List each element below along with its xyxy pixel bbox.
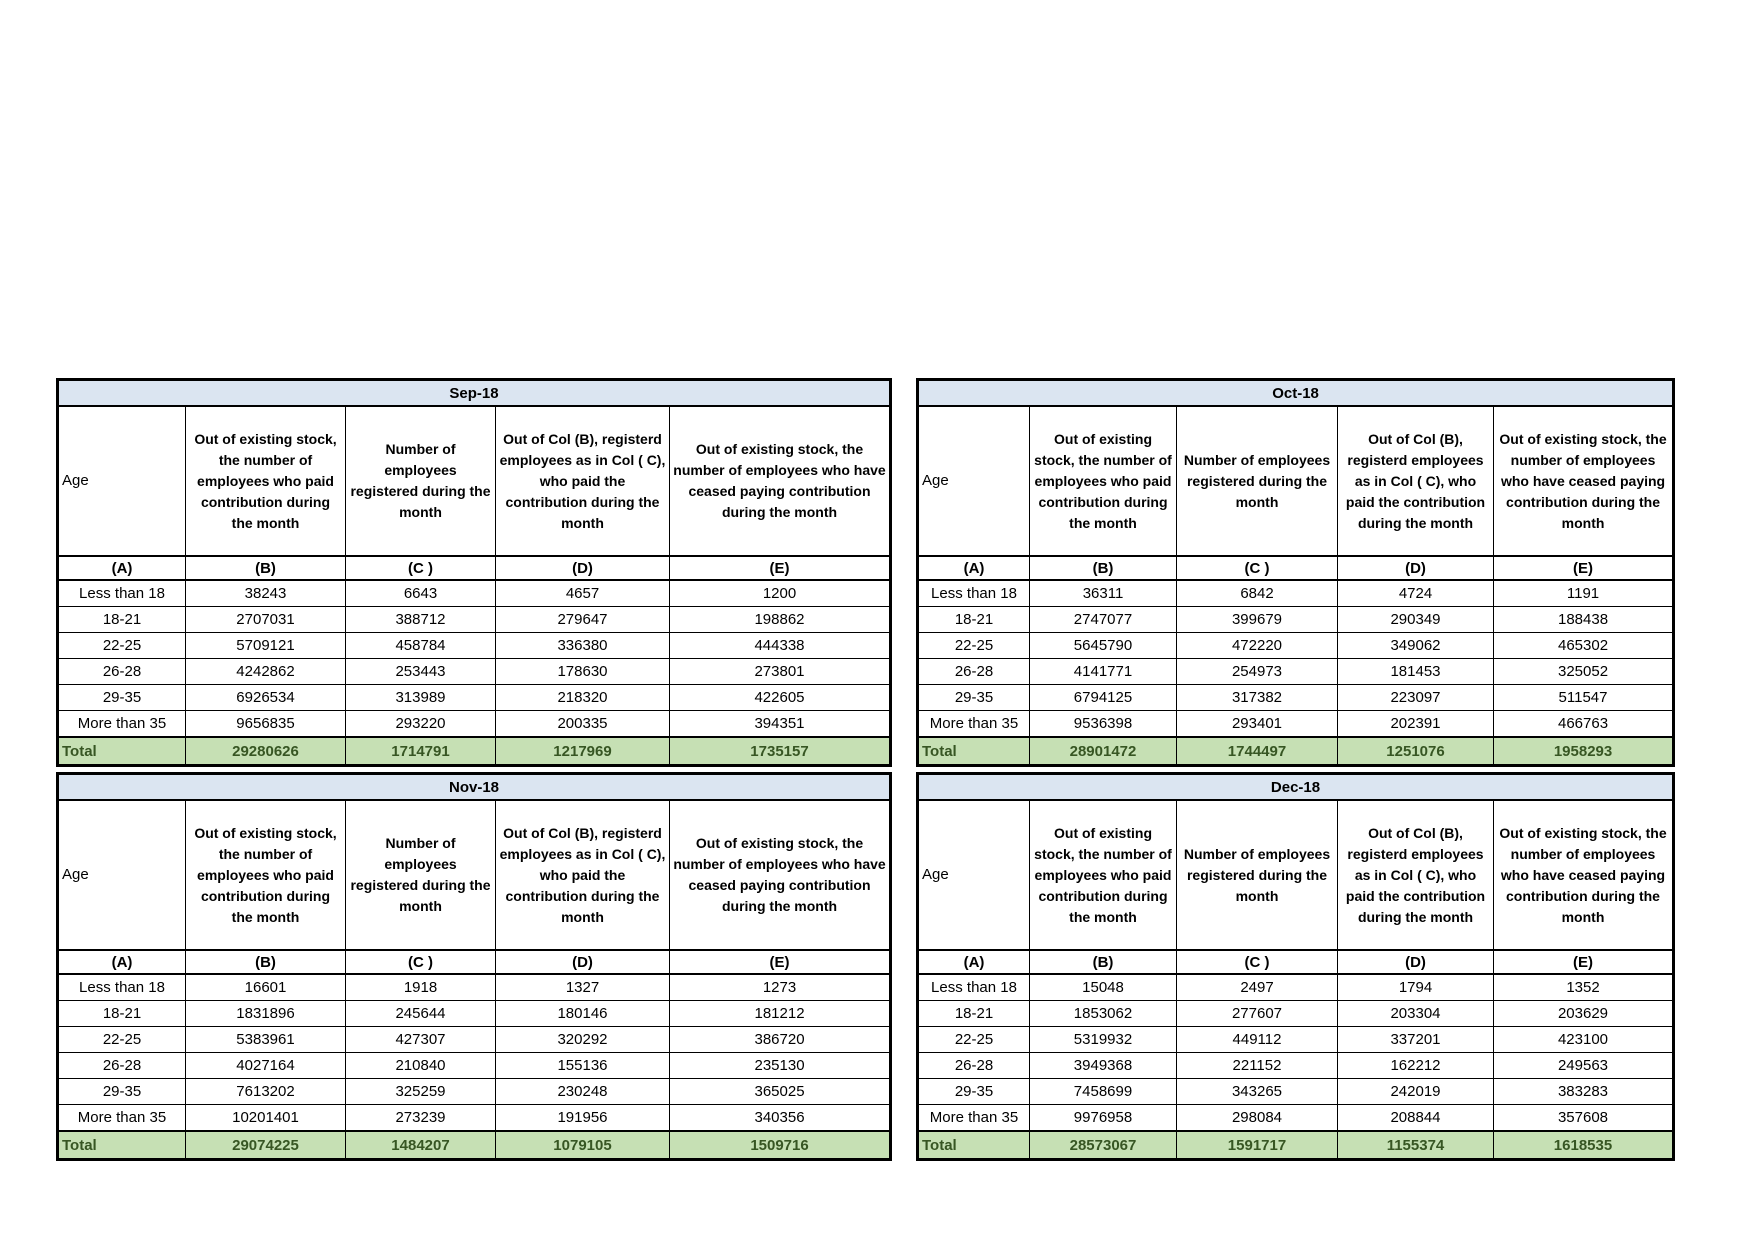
- col-header-b: Out of existing stock, the number of employees who paid contribution during the month: [186, 800, 346, 950]
- total-e: 1735157: [670, 737, 891, 766]
- total-label: Total: [58, 737, 186, 766]
- total-c: 1484207: [346, 1131, 496, 1160]
- table-title: Oct-18: [918, 380, 1674, 407]
- table-row: [918, 580, 1674, 607]
- cell-b: 2707031: [186, 607, 346, 633]
- age-contribution-table: [916, 378, 1675, 767]
- col-header-c: Number of employees registered during the month: [1177, 800, 1338, 950]
- col-letter-c: (C ): [346, 556, 496, 580]
- cell-d: 203304: [1338, 1001, 1494, 1027]
- cell-c: 6643: [346, 580, 496, 607]
- col-header-c: Number of employees registered during the month: [1177, 406, 1338, 556]
- row-label: 26-28: [58, 659, 186, 685]
- cell-b: 5709121: [186, 633, 346, 659]
- cell-e: 511547: [1494, 685, 1674, 711]
- table-title-row: [918, 774, 1674, 801]
- total-c: 1591717: [1177, 1131, 1338, 1160]
- cell-c: 273239: [346, 1105, 496, 1132]
- row-label: 26-28: [918, 1053, 1030, 1079]
- row-label: 26-28: [58, 1053, 186, 1079]
- table-row: [918, 1027, 1674, 1053]
- row-label: More than 35: [58, 711, 186, 738]
- cell-d: 223097: [1338, 685, 1494, 711]
- cell-c: 343265: [1177, 1079, 1338, 1105]
- cell-d: 279647: [496, 607, 670, 633]
- cell-c: 1918: [346, 974, 496, 1001]
- row-label: 29-35: [918, 685, 1030, 711]
- cell-d: 181453: [1338, 659, 1494, 685]
- col-letter-c: (C ): [1177, 950, 1338, 974]
- cell-b: 9536398: [1030, 711, 1177, 738]
- total-e: 1958293: [1494, 737, 1674, 766]
- cell-b: 5319932: [1030, 1027, 1177, 1053]
- cell-c: 253443: [346, 659, 496, 685]
- cell-e: 325052: [1494, 659, 1674, 685]
- table-title-row: [58, 774, 891, 801]
- cell-e: 1352: [1494, 974, 1674, 1001]
- total-e: 1509716: [670, 1131, 891, 1160]
- table-title: Dec-18: [918, 774, 1674, 801]
- cell-d: 191956: [496, 1105, 670, 1132]
- cell-b: 15048: [1030, 974, 1177, 1001]
- cell-c: 277607: [1177, 1001, 1338, 1027]
- cell-b: 9656835: [186, 711, 346, 738]
- cell-b: 36311: [1030, 580, 1177, 607]
- cell-b: 10201401: [186, 1105, 346, 1132]
- cell-c: 388712: [346, 607, 496, 633]
- cell-e: 357608: [1494, 1105, 1674, 1132]
- cell-c: 427307: [346, 1027, 496, 1053]
- cell-b: 7613202: [186, 1079, 346, 1105]
- row-label: 18-21: [58, 607, 186, 633]
- cell-c: 458784: [346, 633, 496, 659]
- col-header-age: Age: [918, 406, 1030, 556]
- cell-b: 4027164: [186, 1053, 346, 1079]
- month-table-oct-18: [916, 378, 1675, 767]
- cell-e: 394351: [670, 711, 891, 738]
- column-header-row: [918, 800, 1674, 950]
- row-label: 26-28: [918, 659, 1030, 685]
- col-header-e: Out of existing stock, the number of employees who have ceased paying contribution during the month: [670, 800, 891, 950]
- total-d: 1079105: [496, 1131, 670, 1160]
- cell-d: 320292: [496, 1027, 670, 1053]
- cell-b: 1831896: [186, 1001, 346, 1027]
- row-label: 22-25: [58, 633, 186, 659]
- col-header-b: Out of existing stock, the number of employees who paid contribution during the month: [1030, 800, 1177, 950]
- col-letter-e: (E): [670, 556, 891, 580]
- col-header-d: Out of Col (B), registerd employees as in Col ( C), who paid the contribution during the month: [496, 800, 670, 950]
- cell-c: 6842: [1177, 580, 1338, 607]
- col-letter-c: (C ): [346, 950, 496, 974]
- cell-e: 340356: [670, 1105, 891, 1132]
- column-letter-row: [58, 556, 891, 580]
- total-b: 29280626: [186, 737, 346, 766]
- table-row: [58, 1027, 891, 1053]
- row-label: More than 35: [918, 711, 1030, 738]
- cell-c: 472220: [1177, 633, 1338, 659]
- cell-d: 230248: [496, 1079, 670, 1105]
- cell-d: 178630: [496, 659, 670, 685]
- cell-d: 208844: [1338, 1105, 1494, 1132]
- col-header-c: Number of employees registered during the month: [346, 406, 496, 556]
- cell-c: 245644: [346, 1001, 496, 1027]
- col-header-b: Out of existing stock, the number of employees who paid contribution during the month: [186, 406, 346, 556]
- row-label: 29-35: [58, 1079, 186, 1105]
- total-b: 28573067: [1030, 1131, 1177, 1160]
- table-title: Sep-18: [58, 380, 891, 407]
- column-letter-row: [58, 950, 891, 974]
- table-row: [58, 659, 891, 685]
- cell-b: 6926534: [186, 685, 346, 711]
- row-label: 22-25: [58, 1027, 186, 1053]
- col-letter-a: (A): [918, 950, 1030, 974]
- col-letter-e: (E): [1494, 556, 1674, 580]
- row-label: 29-35: [918, 1079, 1030, 1105]
- cell-e: 383283: [1494, 1079, 1674, 1105]
- cell-b: 7458699: [1030, 1079, 1177, 1105]
- row-label: Less than 18: [918, 580, 1030, 607]
- cell-d: 200335: [496, 711, 670, 738]
- month-table-sep-18: [56, 378, 892, 767]
- cell-c: 325259: [346, 1079, 496, 1105]
- cell-b: 4242862: [186, 659, 346, 685]
- row-label: 29-35: [58, 685, 186, 711]
- col-header-c: Number of employees registered during the month: [346, 800, 496, 950]
- table-row: [58, 974, 891, 1001]
- cell-e: 188438: [1494, 607, 1674, 633]
- cell-d: 155136: [496, 1053, 670, 1079]
- cell-d: 4657: [496, 580, 670, 607]
- table-row: [918, 1105, 1674, 1132]
- total-c: 1714791: [346, 737, 496, 766]
- col-header-d: Out of Col (B), registerd employees as in Col ( C), who paid the contribution during the month: [496, 406, 670, 556]
- cell-e: 444338: [670, 633, 891, 659]
- col-letter-b: (B): [186, 556, 346, 580]
- col-header-e: Out of existing stock, the number of employees who have ceased paying contribution during the month: [1494, 800, 1674, 950]
- table-row: [58, 1053, 891, 1079]
- cell-e: 235130: [670, 1053, 891, 1079]
- row-label: 18-21: [58, 1001, 186, 1027]
- table-row: [918, 1001, 1674, 1027]
- row-label: 22-25: [918, 633, 1030, 659]
- total-row: [918, 737, 1674, 766]
- table-row: [58, 685, 891, 711]
- row-label: 18-21: [918, 607, 1030, 633]
- cell-c: 221152: [1177, 1053, 1338, 1079]
- col-letter-e: (E): [1494, 950, 1674, 974]
- cell-e: 249563: [1494, 1053, 1674, 1079]
- col-header-age: Age: [918, 800, 1030, 950]
- row-label: Less than 18: [918, 974, 1030, 1001]
- col-letter-b: (B): [186, 950, 346, 974]
- row-label: 22-25: [918, 1027, 1030, 1053]
- table-row: [918, 1053, 1674, 1079]
- cell-e: 181212: [670, 1001, 891, 1027]
- age-contribution-table: [56, 378, 892, 767]
- cell-d: 242019: [1338, 1079, 1494, 1105]
- column-header-row: [918, 406, 1674, 556]
- col-header-d: Out of Col (B), registerd employees as in Col ( C), who paid the contribution during the month: [1338, 800, 1494, 950]
- row-label: 18-21: [918, 1001, 1030, 1027]
- cell-d: 202391: [1338, 711, 1494, 738]
- cell-c: 298084: [1177, 1105, 1338, 1132]
- col-letter-a: (A): [58, 556, 186, 580]
- column-letter-row: [918, 950, 1674, 974]
- col-header-e: Out of existing stock, the number of employees who have ceased paying contribution during the month: [670, 406, 891, 556]
- col-letter-a: (A): [58, 950, 186, 974]
- cell-d: 218320: [496, 685, 670, 711]
- cell-c: 399679: [1177, 607, 1338, 633]
- cell-c: 313989: [346, 685, 496, 711]
- cell-b: 3949368: [1030, 1053, 1177, 1079]
- total-d: 1251076: [1338, 737, 1494, 766]
- total-row: [918, 1131, 1674, 1160]
- col-header-d: Out of Col (B), registerd employees as in Col ( C), who paid the contribution during the month: [1338, 406, 1494, 556]
- table-row: [58, 711, 891, 738]
- table-row: [58, 580, 891, 607]
- column-header-row: [58, 406, 891, 556]
- cell-d: 162212: [1338, 1053, 1494, 1079]
- cell-e: 1191: [1494, 580, 1674, 607]
- table-row: [58, 1001, 891, 1027]
- col-letter-d: (D): [496, 950, 670, 974]
- column-header-row: [58, 800, 891, 950]
- table-row: [918, 607, 1674, 633]
- cell-e: 466763: [1494, 711, 1674, 738]
- table-title: Nov-18: [58, 774, 891, 801]
- col-letter-e: (E): [670, 950, 891, 974]
- cell-e: 1273: [670, 974, 891, 1001]
- cell-b: 5383961: [186, 1027, 346, 1053]
- table-row: [918, 974, 1674, 1001]
- cell-d: 180146: [496, 1001, 670, 1027]
- table-title-row: [918, 380, 1674, 407]
- row-label: More than 35: [918, 1105, 1030, 1132]
- col-letter-d: (D): [1338, 556, 1494, 580]
- cell-b: 1853062: [1030, 1001, 1177, 1027]
- column-letter-row: [918, 556, 1674, 580]
- col-letter-d: (D): [496, 556, 670, 580]
- table-row: [58, 1105, 891, 1132]
- table-row: [918, 711, 1674, 738]
- total-label: Total: [918, 737, 1030, 766]
- cell-d: 1327: [496, 974, 670, 1001]
- age-contribution-table: [56, 772, 892, 1161]
- cell-e: 1200: [670, 580, 891, 607]
- table-row: [918, 1079, 1674, 1105]
- col-letter-a: (A): [918, 556, 1030, 580]
- cell-d: 336380: [496, 633, 670, 659]
- cell-b: 16601: [186, 974, 346, 1001]
- cell-e: 203629: [1494, 1001, 1674, 1027]
- month-table-nov-18: [56, 772, 892, 1161]
- col-letter-d: (D): [1338, 950, 1494, 974]
- cell-d: 337201: [1338, 1027, 1494, 1053]
- col-letter-b: (B): [1030, 950, 1177, 974]
- row-label: Less than 18: [58, 580, 186, 607]
- total-d: 1217969: [496, 737, 670, 766]
- cell-d: 1794: [1338, 974, 1494, 1001]
- total-e: 1618535: [1494, 1131, 1674, 1160]
- total-label: Total: [918, 1131, 1030, 1160]
- col-header-age: Age: [58, 406, 186, 556]
- table-title-row: [58, 380, 891, 407]
- cell-e: 423100: [1494, 1027, 1674, 1053]
- month-table-dec-18: [916, 772, 1675, 1161]
- col-header-b: Out of existing stock, the number of employees who paid contribution during the month: [1030, 406, 1177, 556]
- cell-c: 293401: [1177, 711, 1338, 738]
- cell-d: 349062: [1338, 633, 1494, 659]
- cell-e: 198862: [670, 607, 891, 633]
- total-d: 1155374: [1338, 1131, 1494, 1160]
- table-row: [918, 659, 1674, 685]
- row-label: Less than 18: [58, 974, 186, 1001]
- cell-b: 6794125: [1030, 685, 1177, 711]
- cell-e: 465302: [1494, 633, 1674, 659]
- total-row: [58, 1131, 891, 1160]
- cell-c: 210840: [346, 1053, 496, 1079]
- total-row: [58, 737, 891, 766]
- col-letter-b: (B): [1030, 556, 1177, 580]
- cell-d: 290349: [1338, 607, 1494, 633]
- total-label: Total: [58, 1131, 186, 1160]
- total-b: 28901472: [1030, 737, 1177, 766]
- cell-b: 2747077: [1030, 607, 1177, 633]
- cell-e: 422605: [670, 685, 891, 711]
- total-b: 29074225: [186, 1131, 346, 1160]
- table-row: [58, 607, 891, 633]
- table-row: [918, 633, 1674, 659]
- age-contribution-table: [916, 772, 1675, 1161]
- cell-b: 9976958: [1030, 1105, 1177, 1132]
- cell-c: 254973: [1177, 659, 1338, 685]
- cell-d: 4724: [1338, 580, 1494, 607]
- cell-b: 5645790: [1030, 633, 1177, 659]
- cell-c: 293220: [346, 711, 496, 738]
- table-row: [918, 685, 1674, 711]
- col-header-e: Out of existing stock, the number of employees who have ceased paying contribution during the month: [1494, 406, 1674, 556]
- row-label: More than 35: [58, 1105, 186, 1132]
- col-header-age: Age: [58, 800, 186, 950]
- table-row: [58, 633, 891, 659]
- cell-c: 449112: [1177, 1027, 1338, 1053]
- total-c: 1744497: [1177, 737, 1338, 766]
- cell-e: 365025: [670, 1079, 891, 1105]
- cell-c: 317382: [1177, 685, 1338, 711]
- cell-c: 2497: [1177, 974, 1338, 1001]
- cell-b: 4141771: [1030, 659, 1177, 685]
- cell-e: 273801: [670, 659, 891, 685]
- cell-b: 38243: [186, 580, 346, 607]
- col-letter-c: (C ): [1177, 556, 1338, 580]
- table-row: [58, 1079, 891, 1105]
- cell-e: 386720: [670, 1027, 891, 1053]
